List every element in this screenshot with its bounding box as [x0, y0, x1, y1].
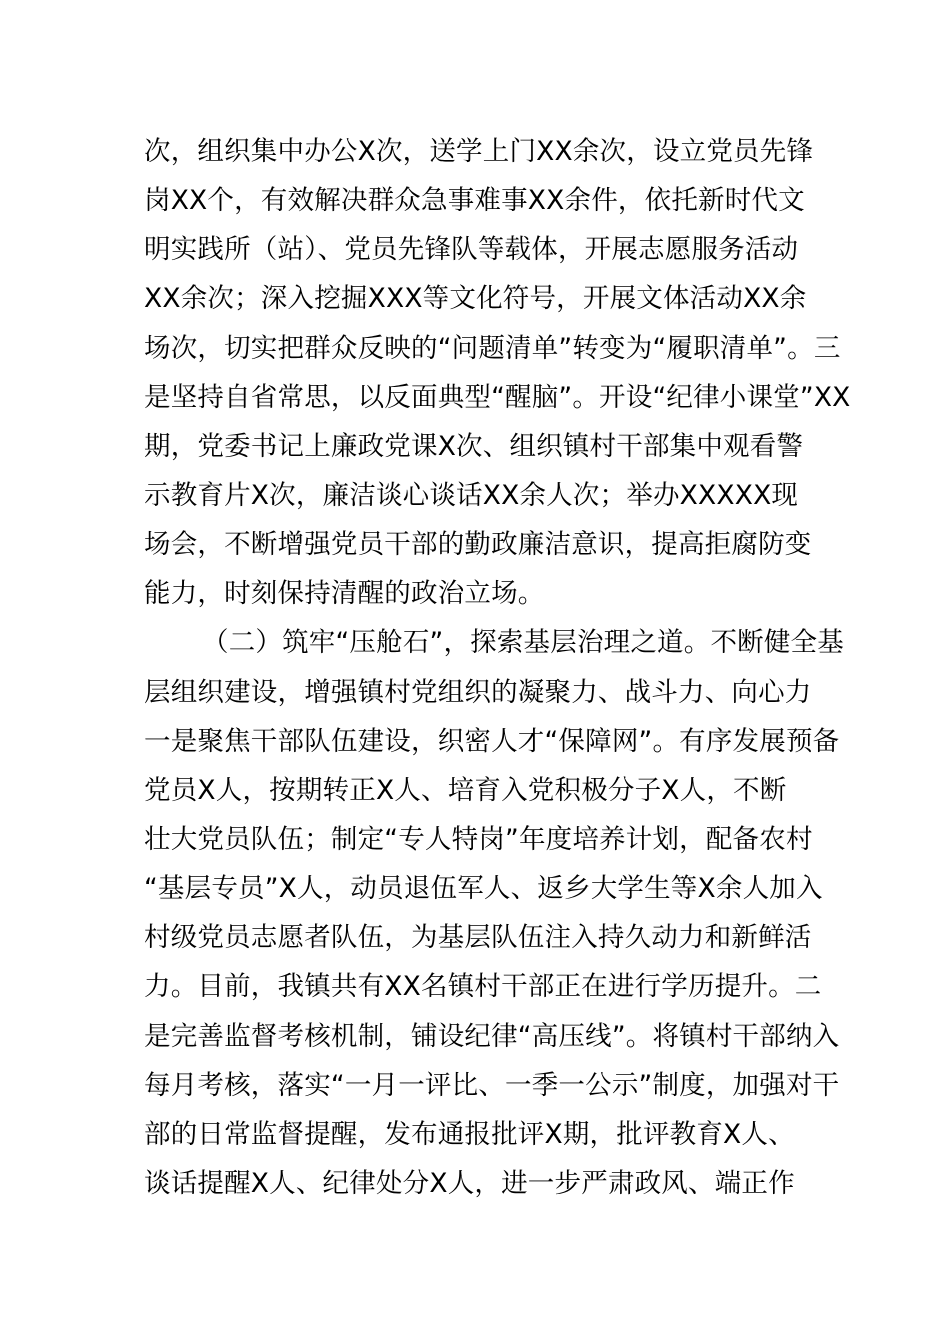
- text-line: 示教育片X次，廉洁谈心谈话XX余人次；举办XXXXX现: [144, 479, 799, 511]
- text-line: 期，党委书记上廉政党课X次、组织镇村干部集中观看警: [144, 430, 804, 462]
- text-line: 是坚持自省常思，以反面典型“醒脑”。开设“纪律小课堂”XX: [144, 381, 851, 413]
- text-line: XX余次；深入挖掘XXX等文化符号，开展文体活动XX余: [144, 283, 807, 315]
- text-line: 明实践所（站）、党员先锋队等载体，开展志愿服务活动: [144, 234, 799, 266]
- text-line: 力。目前，我镇共有XX名镇村干部正在进行学历提升。二: [144, 971, 822, 1003]
- section-heading-line: （二）筑牢“压舱石”，探索基层治理之道。不断健全基: [202, 627, 844, 659]
- text-line: 每月考核，落实“一月一评比、一季一公示”制度，加强对干: [144, 1069, 840, 1101]
- text-line: 岗XX个，有效解决群众急事难事XX余件，依托新时代文: [144, 185, 805, 217]
- document-body: [144, 127, 851, 1208]
- text-line: 谈话提醒X人、纪律处分X人，进一步严肃政风、端正作: [144, 1167, 795, 1199]
- text-line: 场次，切实把群众反映的“问题清单”转变为“履职清单”。三: [144, 332, 841, 364]
- text-line: 场会，不断增强党员干部的勤政廉洁意识，提高拒腐防变: [144, 529, 812, 561]
- text-line: 次，组织集中办公X次，送学上门XX余次，设立党员先锋: [144, 136, 814, 167]
- text-line: 部的日常监督提醒，发布通报批评X期，批评教育X人、: [144, 1118, 795, 1150]
- text-line: 一是聚焦干部队伍建设，织密人才“保障网”。有序发展预备: [144, 725, 840, 757]
- text-line: 是完善监督考核机制，铺设纪律“高压线”。将镇村干部纳入: [144, 1020, 840, 1052]
- text-line: 党员X人，按期转正X人、培育入党积极分子X人，不断: [144, 774, 787, 806]
- text-line: 能力，时刻保持清醒的政治立场。: [144, 578, 545, 610]
- text-line: 层组织建设，增强镇村党组织的凝聚力、战斗力、向心力: [144, 676, 812, 708]
- text-line: 壮大党员队伍；制定“专人特岗”年度培养计划，配备农村: [144, 823, 813, 855]
- text-line: 村级党员志愿者队伍，为基层队伍注入持久动力和新鲜活: [144, 922, 812, 954]
- text-line: “基层专员”X人，动员退伍军人、返乡大学生等X余人加入: [144, 873, 823, 905]
